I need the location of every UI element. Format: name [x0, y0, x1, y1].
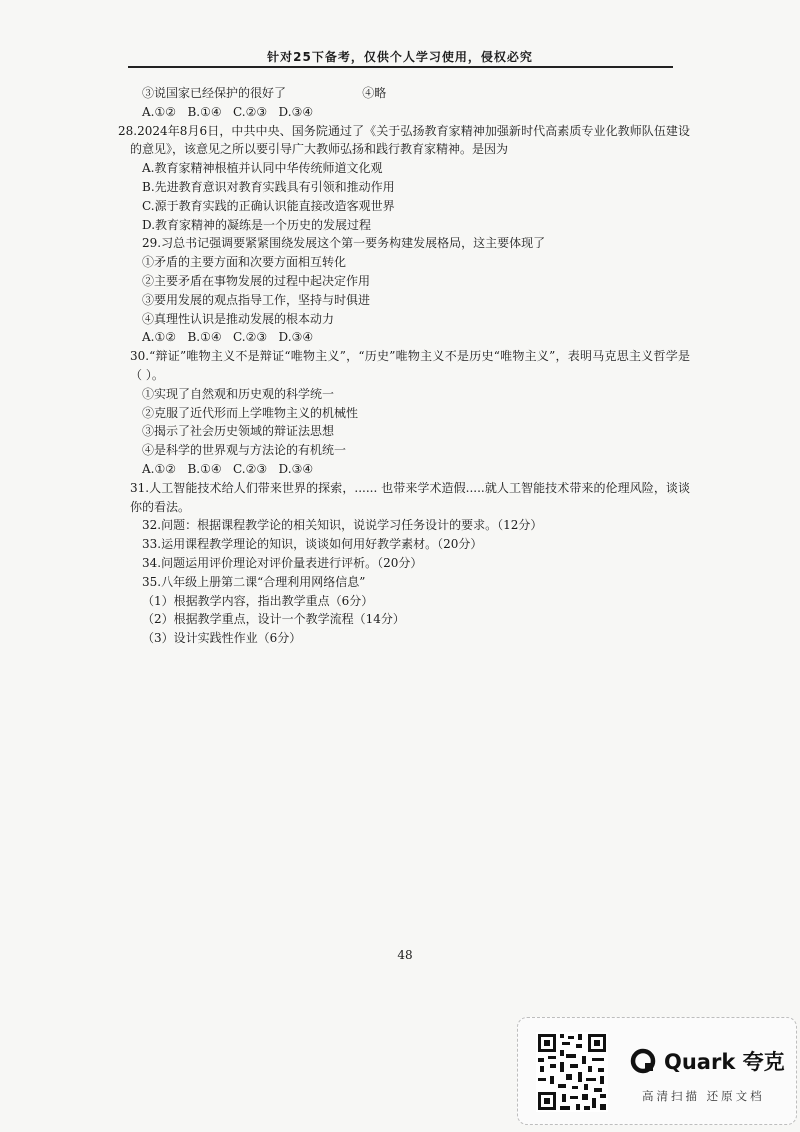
q29-item-4: ④真理性认识是推动发展的根本动力 — [142, 311, 335, 326]
q30-item-3: ③揭示了社会历史领域的辩证法思想 — [142, 424, 335, 439]
exam-content — [118, 84, 690, 648]
quark-logo-icon — [630, 1048, 656, 1074]
q27-item-4: ③说国家已经保护的很好了 ④略 — [142, 86, 387, 100]
q30-options: A.①② B.①④ C.②③ D.③④ — [142, 461, 314, 476]
q33-text: 33.运用课程教学理论的知识，谈谈如何用好教学素材。（20分） — [142, 537, 483, 552]
quark-watermark — [517, 1017, 797, 1125]
q28-option-c: C.源于教育实践的正确认识能直接改造客观世界 — [142, 198, 395, 213]
q34-text: 34.问题运用评价理论对评价量表进行评析。（20分） — [142, 555, 423, 570]
q35-part-2: （2）根据教学重点，设计一个教学流程（14分） — [142, 612, 405, 627]
page-header: 针对25下备考，仅供个人学习使用，侵权必究 — [267, 50, 533, 64]
q29-item-2: ②主要矛盾在事物发展的过程中起决定作用 — [142, 273, 371, 288]
q31-text: 31.人工智能技术给人们带来世界的探索，...... 也带来学术造假.....就人工智能技术带来的伦理风险，谈谈你的看法。 — [130, 480, 690, 514]
q30-item-1: ①实现了自然观和历史观的科学统一 — [142, 386, 335, 401]
q30-stem: 30.“辩证”唯物主义不是辩证“唯物主义”，“历史”唯物主义不是历史“唯物主义”，表明马克思主义哲学是（ ）。 — [130, 349, 690, 382]
header-rule — [128, 66, 673, 68]
q29-item-1: ①矛盾的主要方面和次要方面相互转化 — [142, 255, 347, 270]
q35-part-3: （3）设计实践性作业（6分） — [142, 631, 302, 646]
q28-option-a: A.教育家精神根植并认同中华传统师道文化观 — [142, 161, 383, 176]
quark-brand: Quark 夸克 — [664, 1050, 785, 1074]
q29-stem: 29.习总书记强调要紧紧围绕发展这个第一要务构建发展格局，这主要体现了 — [142, 236, 546, 251]
q27-options: A.①② B.①④ C.②③ D.③④ — [142, 104, 314, 119]
q28-option-d: D.教育家精神的凝练是一个历史的发展过程 — [142, 217, 372, 232]
q35-part-1: （1）根据教学内容，指出教学重点（6分） — [142, 593, 374, 608]
q29-item-3: ③要用发展的观点指导工作，坚持与时俱进 — [142, 292, 371, 307]
qr-code-icon — [536, 1032, 608, 1112]
q30-item-4: ④是科学的世界观与方法论的有机统一 — [142, 443, 347, 458]
q32-text: 32.问题：根据课程教学论的相关知识，说说学习任务设计的要求。（12分） — [142, 518, 543, 533]
page-number: 48 — [397, 948, 413, 962]
q30-item-2: ②克服了近代形而上学唯物主义的机械性 — [142, 405, 359, 420]
q28-stem: 28.2024年8月6日，中共中央、国务院通过了《关于弘扬教育家精神加强新时代高素质专业化教师队伍建设的意见》，该意见之所以要引导广大教师弘扬和践行教育家精神。是因为 — [118, 123, 690, 157]
q29-options: A.①② B.①④ C.②③ D.③④ — [142, 330, 314, 345]
quark-tagline: 高清扫描 还原文档 — [642, 1089, 765, 1103]
q35-stem: 35.八年级上册第二课“合理利用网络信息” — [142, 574, 366, 589]
q28-option-b: B.先进教育意识对教育实践具有引领和推动作用 — [142, 179, 395, 194]
